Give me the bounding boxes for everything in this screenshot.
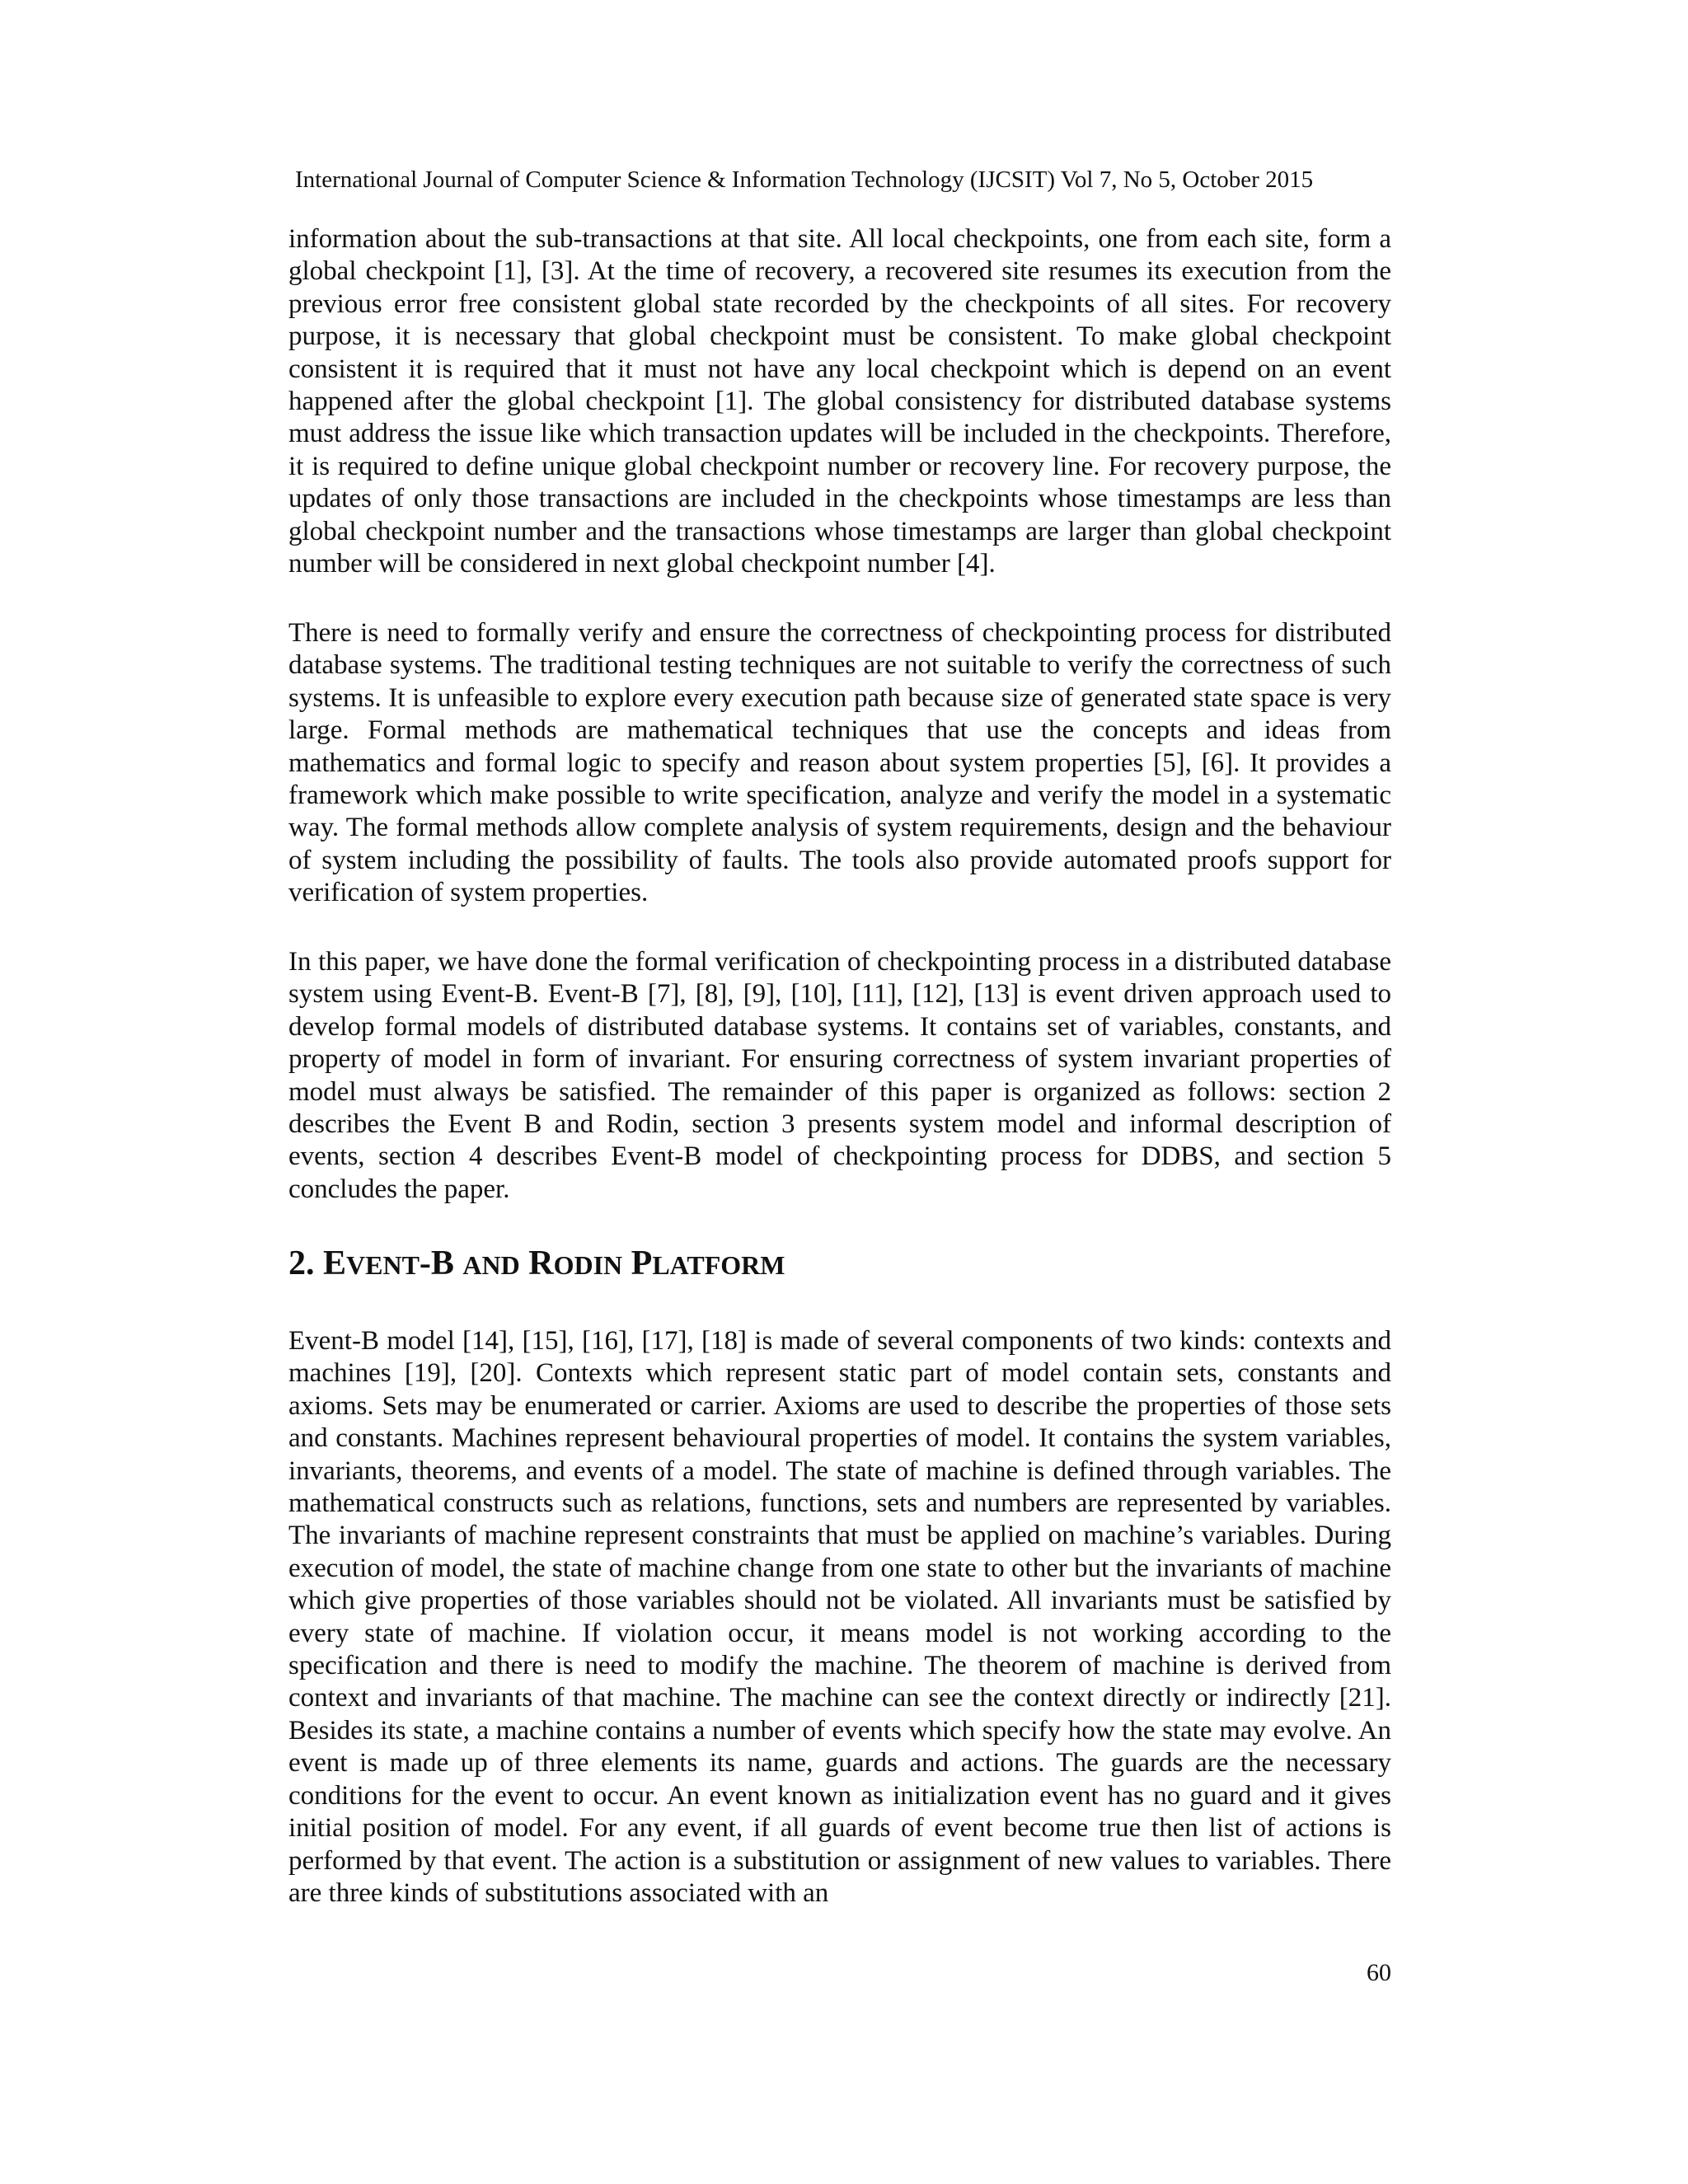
running-header: International Journal of Computer Science & Information Technology (IJCSIT) Vol 7, No 5, October 2015	[295, 166, 1314, 193]
body-paragraph-1: information about the sub-transactions at that site. All local checkpoints, one from each site, form a global checkpoint [1], [3]. At the time of recovery, a recovered site resumes its execution from the previous error free consistent global state recorded by the checkpoints of all sites. For recovery purpose, it is necessary that global checkpoint must be consistent. To make global checkpoint consistent it is required that it must not have any local checkpoint which is depend on an event happened after the global checkpoint [1]. The global consistency for distributed database systems must address the issue like which transaction updates will be included in the checkpoints. Therefore, it is required to define unique global checkpoint number or recovery line. For recovery purpose, the updates of only those transactions are included in the checkpoints whose timestamps are less than global checkpoint number and the transactions whose timestamps are larger than global checkpoint number will be considered in next global checkpoint number [4].	[288, 224, 1391, 579]
section-title-part: R	[519, 1244, 554, 1282]
body-paragraph-2: There is need to formally verify and ensure the correctness of checkpointing process for distributed database systems. The traditional testing techniques are not suitable to verify the correctness of such systems. It is unfeasible to explore every execution path because size of generated state space is very large. Formal methods are mathematical techniques that use the concepts and ideas from mathematics and formal logic to specify and reason about system properties [5], [6]. It provides a framework which make possible to write specification, analyze and verify the model in a systematic way. The formal methods allow complete analysis of system requirements, design and the behaviour of system including the possibility of faults. The tools also provide automated proofs support for verification of system properties.	[288, 618, 1391, 908]
section-title-part: ODIN	[553, 1250, 623, 1280]
section-paragraph: Event-B model [14], [15], [16], [17], [18] is made of several components of two kinds: contexts and machines [19], [20]. Contexts which represent static part of model contain sets, constants and axioms. Sets may be enumerated or carrier. Axioms are used to describe the properties of those sets and constants. Machines represent behavioural properties of model. It contains the system variables, invariants, theorems, and events of a model. The state of machine is defined through variables. The mathematical constructs such as relations, functions, sets and numbers are represented by variables. The invariants of machine represent constraints that must be applied on machine’s variables. During execution of model, the state of machine change from one state to other but the invariants of machine which give properties of those variables should not be violated. All invariants must be satisfied by every state of machine. If violation occur, it means model is not working according to the specification and there is need to modify the machine. The theorem of machine is derived from context and invariants of that machine. The machine can see the context directly or indirectly [21]. Besides its state, a machine contains a number of events which specify how the state may evolve. An event is made up of three elements its name, guards and actions. The guards are the necessary conditions for the event to occur. An event known as initialization event has no guard and it gives initial position of model. For any event, if all guards of event become true then list of actions is performed by that event. The action is a substitution or assignment of new values to variables. There are three kinds of substitutions associated with an	[288, 1326, 1391, 1908]
section-title-part: E	[323, 1244, 347, 1282]
section-title-part: VENT	[346, 1250, 420, 1280]
page-number: 60	[1367, 1959, 1391, 1986]
section-heading	[288, 1243, 1391, 1286]
section-title-part: -B	[419, 1244, 463, 1282]
section-number: 2.	[288, 1244, 315, 1282]
body-paragraph-3: In this paper, we have done the formal verification of checkpointing process in a distributed database system using Event-B. Event-B [7], [8], [9], [10], [11], [12], [13] is event driven approach used to develop formal models of distributed database systems. It contains set of variables, constants, and property of model in form of invariant. For ensuring correctness of system invariant properties of model must always be satisfied. The remainder of this paper is organized as follows: section 2 describes the Event B and Rodin, section 3 presents system model and informal description of events, section 4 describes Event-B model of checkpointing process for DDBS, and section 5 concludes the paper.	[288, 947, 1391, 1204]
section-title-part: P	[622, 1244, 653, 1282]
section-title-part: LATFORM	[652, 1250, 785, 1280]
section-title-part: AND	[462, 1250, 520, 1280]
